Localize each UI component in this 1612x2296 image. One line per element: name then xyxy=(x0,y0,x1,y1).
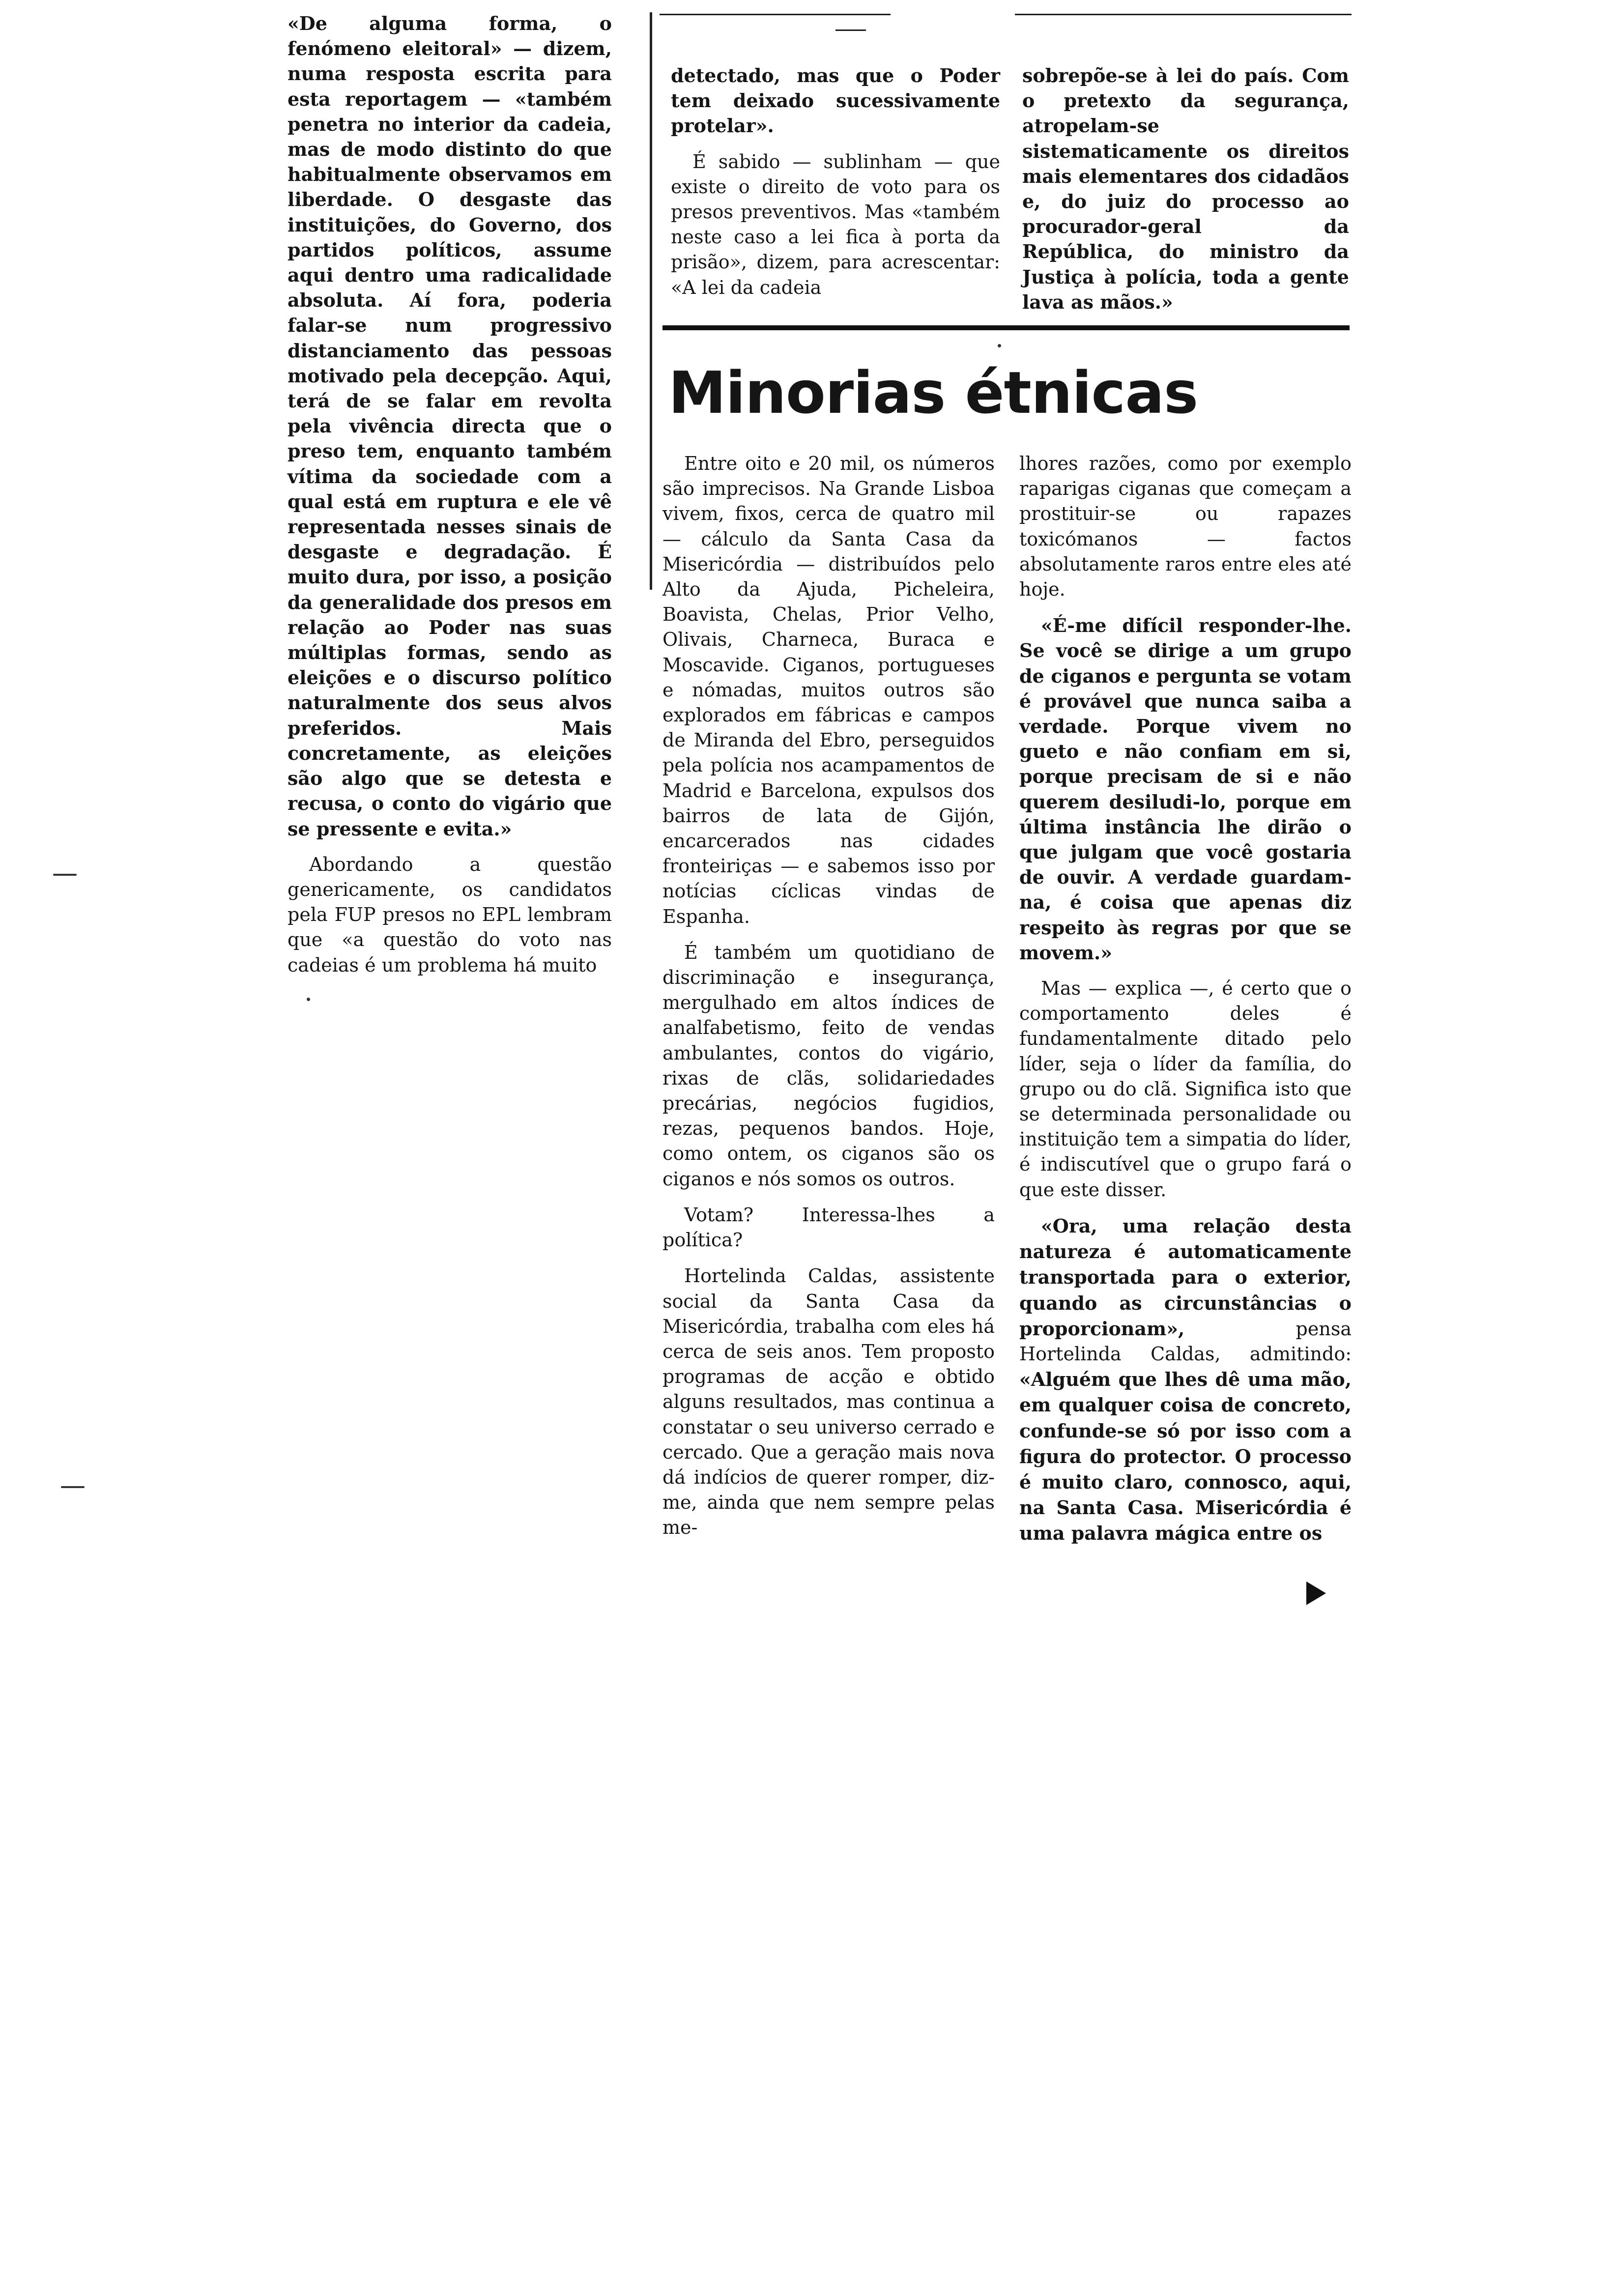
quote-paragraph: «É-me difícil responder-lhe. Se você se dirige a um grupo de ciganos e pergunta se votam é provável que nunca saiba a verdade. Porque vivem no gueto e não confiam em si, porque precisam de si e não querem desiludi-lo, porque em última instância lhe dirão o que julgam que você gostaria de ouvir. A verdade guardam-na, é coisa que apenas diz respeito às regras por que se movem.» xyxy=(1019,614,1352,964)
top-middle-paragraph: É sabido — sublinham — que existe o direito de voto para os presos preventivos. Mas «também neste caso a lei fica à porta da prisão», dizem, para acrescentar: «A lei da cadeia xyxy=(671,150,1000,298)
body-paragraph: lhores razões, como por exemplo raparigas ciganas que começam a prostituir-se ou rapazes toxicómanos — factos absolutamente raros entre eles até hoje. xyxy=(1019,453,1352,601)
body-column-middle xyxy=(662,451,995,1551)
top-rule-short xyxy=(835,29,866,31)
top-middle-paragraph: detectado, mas que o Poder tem deixado sucessivamente protelar». xyxy=(671,64,1000,137)
quote-span: «Alguém que lhes dê uma mão, em qualquer coisa de concreto, confunde-se só por isso com a figura do protector. O processo é muito claro, connosco, aqui, na Santa Casa. Misericórdia é uma palavra mágica entre os xyxy=(1019,1368,1352,1545)
section-divider xyxy=(662,325,1350,330)
left-column-paragraph: «De alguma forma, o fenómeno eleitoral» — dizem, numa resposta escrita para esta reportagem — «também penetra no interior da cadeia, mas de modo distinto do que habitualmente observamos em liberdade. O desgaste das instituições, do Governo, dos partidos políticos, assume aqui dentro uma radicalidade absoluta. Aí fora, poderia falar-se num progressivo distanciamento das pessoas motivado pela decepção. Aqui, terá de se falar em revolta pela vivência directa que o preso tem, enquanto também vítima da sociedade com a qual está em ruptura e ele vê representada nesses sinais de desgaste e degradação. É muito dura, por isso, a posição da generalidade dos presos em relação ao Poder nas suas múltiplas formas, sendo as eleições e o discurso político naturalmente dos seus alvos preferidos. Mais concretamente, as eleições são algo que se detesta e recusa, o conto do vigário que se pressente e evita.» xyxy=(288,12,612,840)
continue-arrow-icon xyxy=(1306,1581,1326,1605)
body-paragraph: Votam? Interessa-lhes a política? xyxy=(662,1204,995,1251)
top-rule xyxy=(1015,14,1352,15)
top-right-paragraph: sobrepõe-se à lei do país. Com o pretexto da segurança, atropelam-se sistematicamente os direitos mais elementares dos cidadãos e, do juiz do processo ao procurador-geral da República, do ministro da Justiça à polícia, toda a gente lava as mãos.» xyxy=(1022,64,1349,313)
margin-mark xyxy=(61,1486,85,1488)
column-rule xyxy=(650,12,652,590)
body-paragraph: Mas — explica —, é certo que o comportamento deles é fundamentalmente ditado pelo líder, seja o líder da família, do grupo ou do clã. Significa isto que se determinada personalidade ou instituição tem a simpatia do líder, é indiscutível que o grupo fará o que este disser. xyxy=(1019,977,1352,1201)
stray-dot xyxy=(307,998,310,1001)
body-paragraph: Hortelinda Caldas, assistente social da Santa Casa da Misericórdia, trabalha com eles há cerca de seis anos. Tem proposto programas de acção e obtido alguns resultados, mas continua a constatar o seu universo cerrado e cercado. Que a geração mais nova dá indícios de querer romper, diz-me, ainda que nem sempre pelas me- xyxy=(662,1265,995,1539)
left-column-paragraph: Abordando a questão genericamente, os candidatos pela FUP presos no EPL lembram que «a questão do voto nas cadeias é um problema há muito xyxy=(288,853,612,976)
body-paragraph: Entre oito e 20 mil, os números são imprecisos. Na Grande Lisboa vivem, fixos, cerca de quatro mil — cálculo da Santa Casa da Misericórdia — distribuídos pelo Alto da Ajuda, Picheleira, Boavista, Chelas, Prior Velho, Olivais, Charneca, Buraca e Moscavide. Ciganos, portugueses e nómadas, muitos outros são explorados em fábricas e campos de Miranda del Ebro, perseguidos pela polícia nos acampamentos de Madrid e Barcelona, expulsos dos bairros de lata de Gijón, encarcerados nas cidades fronteiriças — e sabemos isso por notícias cíclicas vindas de Espanha. xyxy=(662,453,995,927)
body-column-right xyxy=(1019,451,1352,1557)
attribution-span: pensa Hortelinda Caldas, admitindo: xyxy=(1019,1318,1352,1365)
quote-span: «Ora, uma relação desta natureza é automaticamente transportada para o exterior, quando as circunstâncias o proporcionam», xyxy=(1019,1214,1352,1340)
margin-mark xyxy=(53,874,77,876)
top-middle-column xyxy=(671,63,1000,311)
article-headline: Minorias étnicas xyxy=(668,359,1198,427)
left-column xyxy=(288,11,612,989)
top-rule xyxy=(660,14,891,15)
top-right-column xyxy=(1022,63,1349,325)
body-paragraph: É também um quotidiano de discriminação e insegurança, mergulhado em altos índices de analfabetismo, feito de vendas ambulantes, contos do vigário, rixas de clãs, solidariedades precárias, negócios fugidios, rezas, pequenos bandos. Hoje, como ontem, os ciganos são os ciganos e nós somos os outros. xyxy=(662,941,995,1190)
body-paragraph xyxy=(1019,1213,1352,1547)
stray-dot xyxy=(998,344,1001,347)
